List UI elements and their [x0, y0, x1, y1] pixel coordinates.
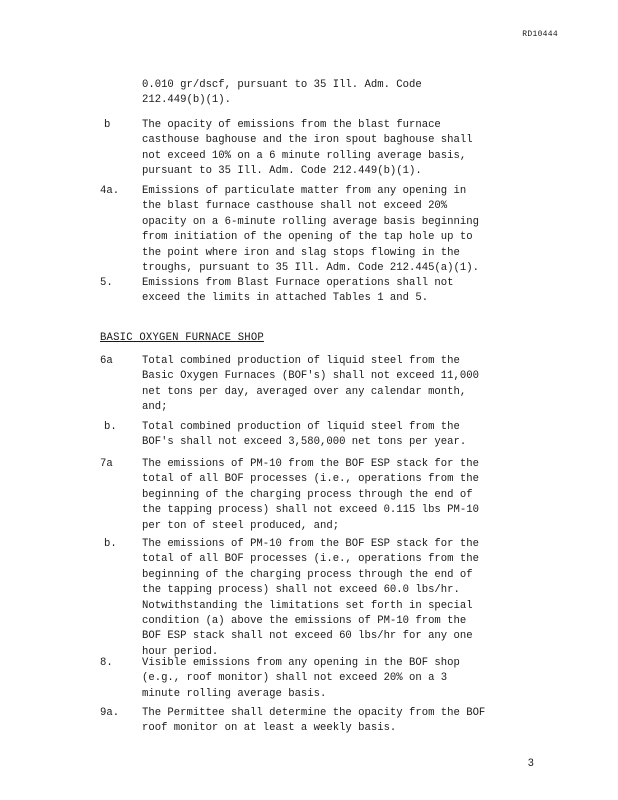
condition-7a [100, 457, 540, 534]
condition-number: 5. [100, 277, 113, 289]
condition-number: 6a [100, 355, 113, 367]
condition-text: Emissions from Blast Furnace operations shall not exceed the limits in attached Tables 1 and 5. [142, 277, 454, 305]
condition-number: b [104, 119, 111, 131]
condition-text: The emissions of PM-10 from the BOF ESP stack for the total of all BOF processes (i.e., operations from the beginning of the charging process through the end of the tapping process) shall not exceed 60.0 lbs/hr. Notwithstanding the limitations set forth in special condition (a) above the emissions of PM-10 from the BOF ESP stack shall not exceed 60 lbs/hr for any one hour period. [142, 538, 479, 658]
condition-number: 4a. [100, 185, 120, 197]
condition-5 [100, 276, 540, 307]
condition-6a [100, 354, 540, 416]
condition-text: The opacity of emissions from the blast furnace casthouse baghouse and the iron spout baghouse shall not exceed 10% on a 6 minute rolling average basis, pursuant to 35 Ill. Adm. Code 212.449(b)(1). [142, 119, 473, 178]
condition-number: 7a [100, 458, 113, 470]
document-id: RD10444 [522, 30, 558, 39]
condition-3b [100, 118, 540, 180]
condition-number: 9a. [100, 707, 120, 719]
condition-text: Visible emissions from any opening in the BOF shop (e.g., roof monitor) shall not exceed 20% on a 3 minute rolling average basis. [142, 657, 460, 700]
condition-text: The Permittee shall determine the opacity from the BOF roof monitor on at least a weekly basis. [142, 707, 486, 735]
condition-4a [100, 184, 540, 276]
condition-number: 8. [100, 657, 113, 669]
condition-number: b. [104, 421, 117, 433]
condition-9a [100, 706, 540, 737]
condition-text: 0.010 gr/dscf, pursuant to 35 Ill. Adm. Code 212.449(b)(1). [142, 79, 422, 107]
condition-7b [100, 537, 540, 660]
condition-3a-continued [100, 78, 540, 109]
condition-text: Emissions of particulate matter from any opening in the blast furnace casthouse shall not exceed 20% opacity on a 6-minute rolling average basis beginning from initiation of the opening of the tap hole up to the point where iron and slag stops flowing in the troughs, pursuant to 35 Ill. Adm. Code 212.445(a)(1). [142, 185, 479, 275]
condition-text: The emissions of PM-10 from the BOF ESP stack for the total of all BOF processes (i.e., operations from the beginning of the charging process through the end of the tapping process) shall not exceed 0.115 lbs PM-10 per ton of steel produced, and; [142, 458, 479, 532]
condition-text: Total combined production of liquid steel from the Basic Oxygen Furnaces (BOF's) shall not exceed 11,000 net tons per day, averaged over any calendar month, and; [142, 355, 479, 414]
condition-number: b. [104, 538, 117, 550]
page-number: 3 [527, 757, 534, 770]
condition-8 [100, 656, 540, 702]
condition-6b [100, 420, 540, 451]
condition-text: Total combined production of liquid steel from the BOF's shall not exceed 3,580,000 net tons per year. [142, 421, 467, 449]
section-heading-bof-shop: BASIC OXYGEN FURNACE SHOP [100, 332, 264, 344]
